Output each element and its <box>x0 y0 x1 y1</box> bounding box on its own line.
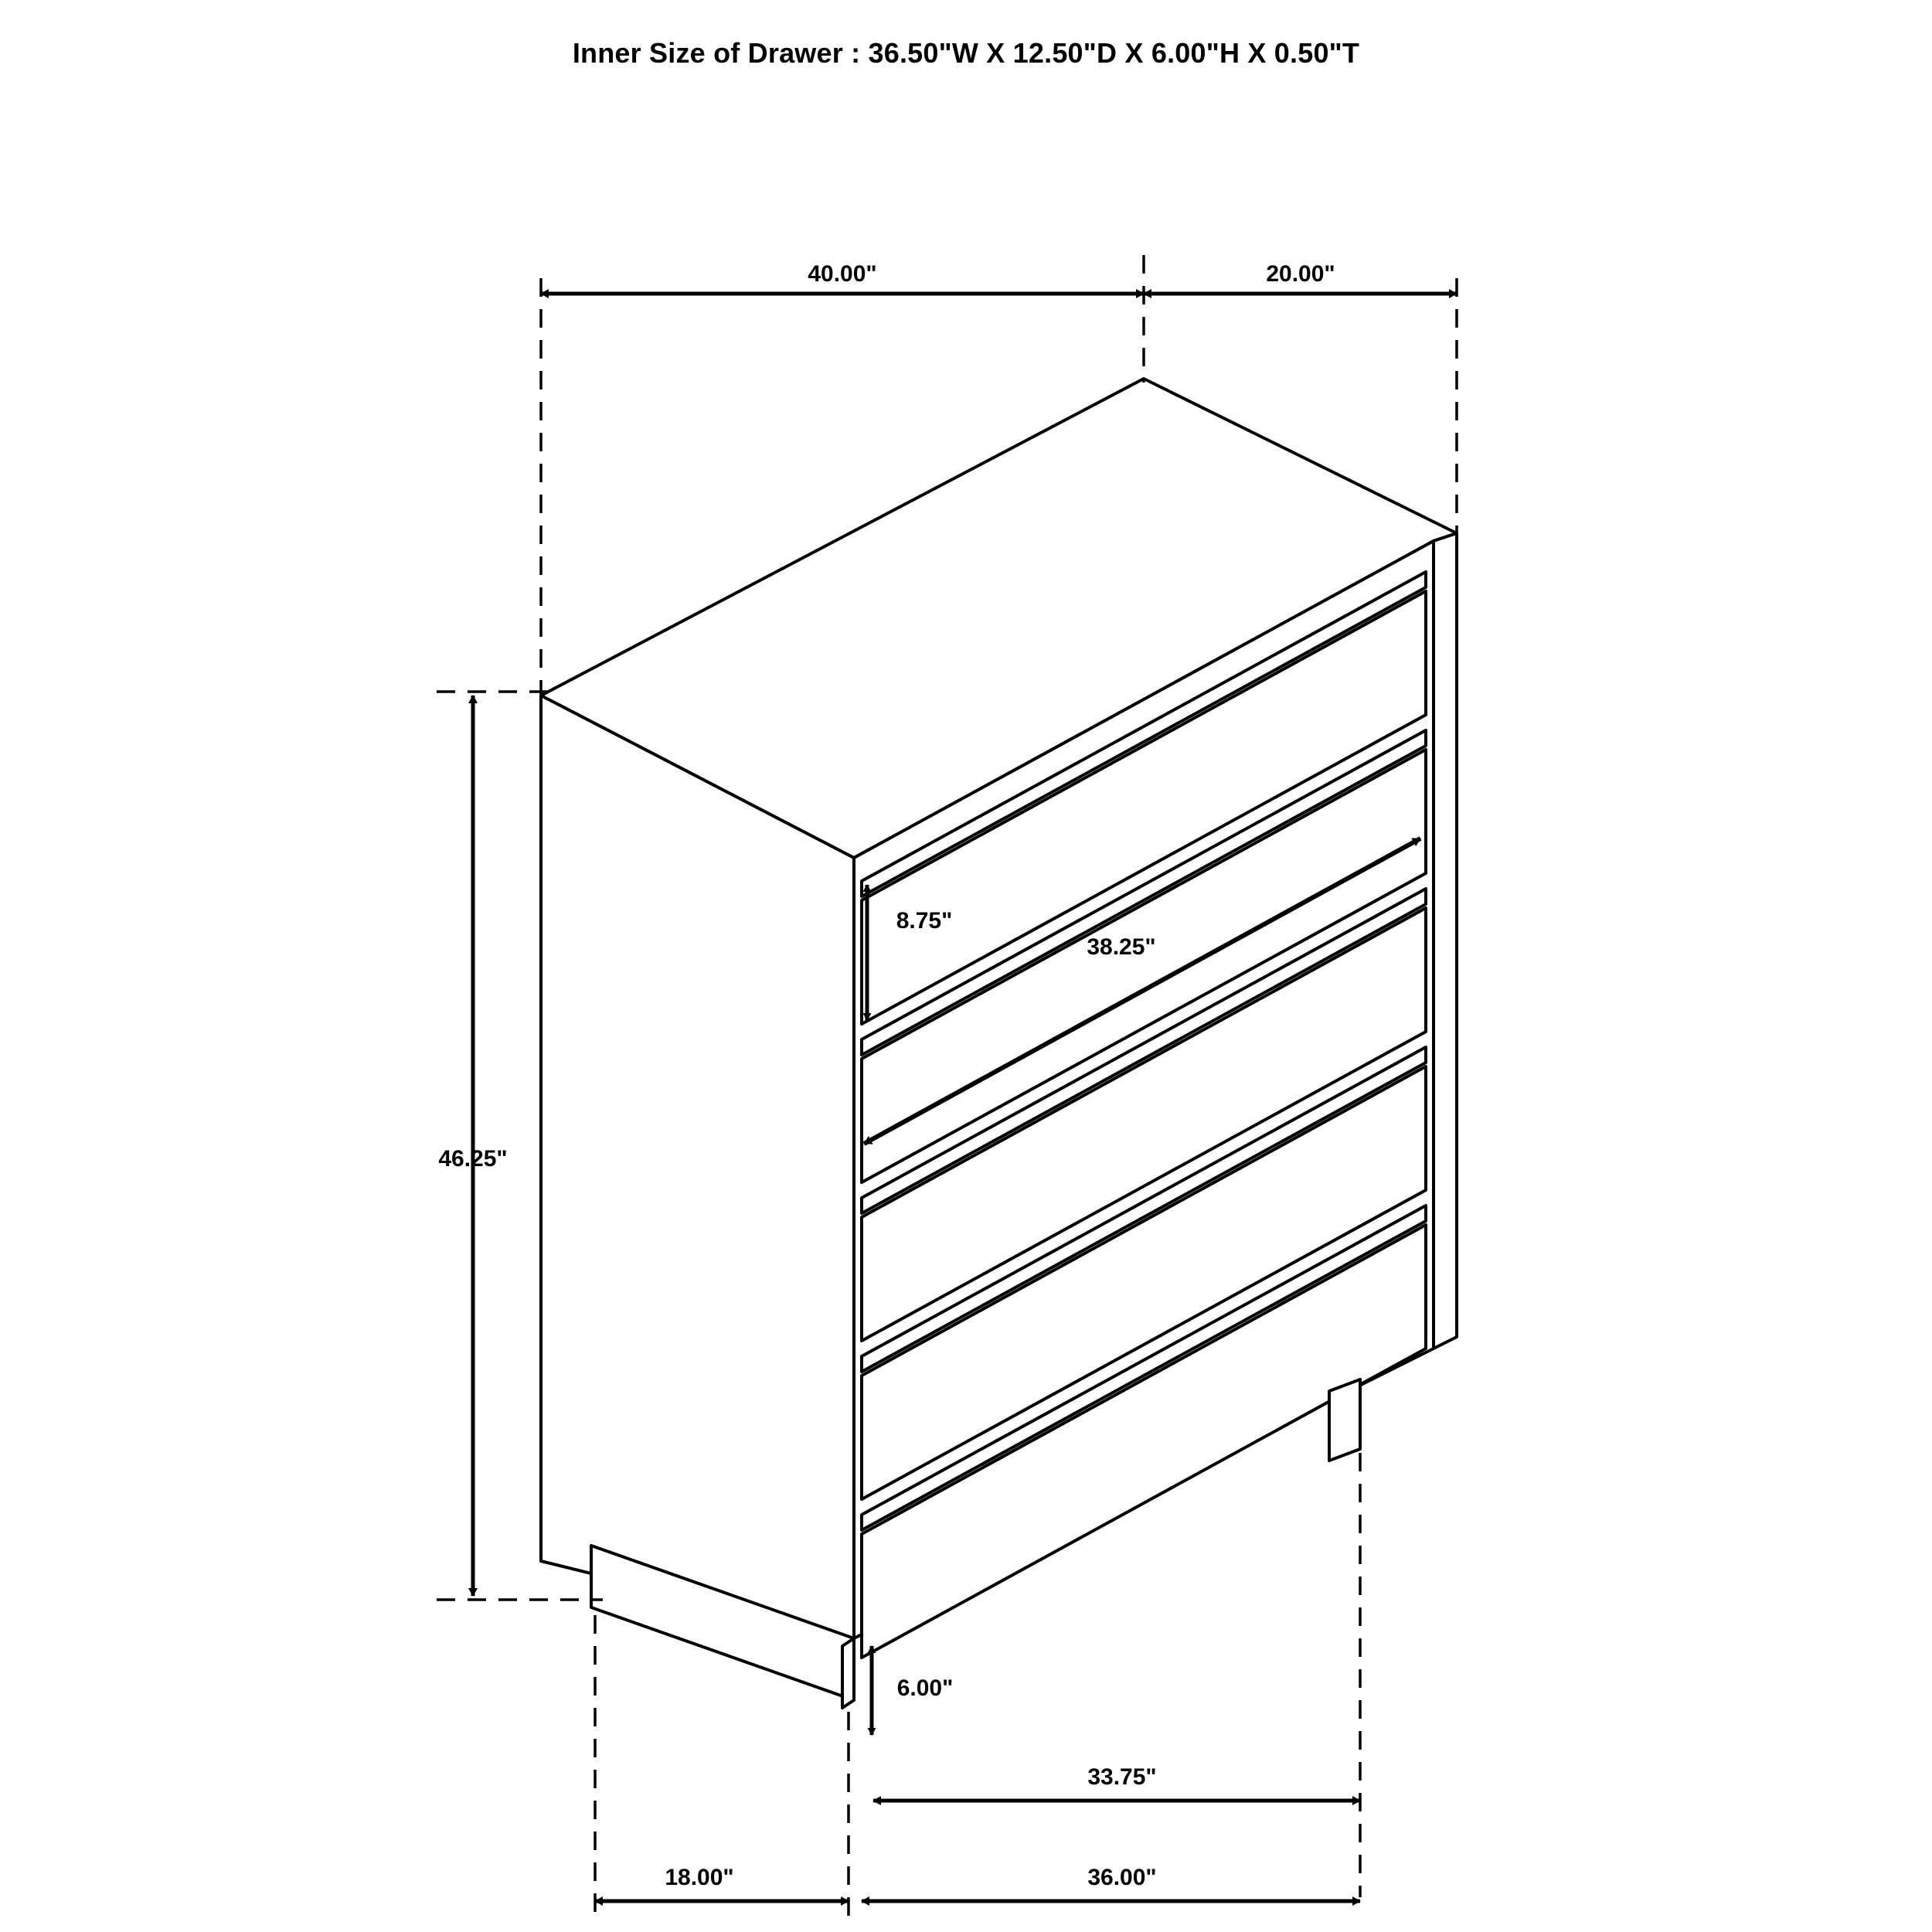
label-top-width: 40.00" <box>808 261 877 287</box>
right-edge-strip <box>1434 533 1457 1349</box>
label-base-depth: 18.00" <box>665 1865 734 1890</box>
left-side-panel <box>541 696 854 1638</box>
label-drawer-width: 38.25" <box>1087 934 1156 960</box>
base-right-leg <box>1329 1379 1360 1461</box>
label-leg-span: 33.75" <box>1087 1764 1157 1790</box>
label-drawer-height: 8.75" <box>896 908 953 934</box>
base-front-edge <box>842 1638 854 1708</box>
label-base-width: 36.00" <box>1087 1865 1157 1890</box>
label-leg-height: 6.00" <box>896 1675 954 1701</box>
label-top-depth: 20.00" <box>1266 261 1335 287</box>
page-title: Inner Size of Drawer : 36.50"W X 12.50"D X 6.00"H X 0.50"T <box>572 37 1360 69</box>
label-overall-height: 46.25" <box>438 1146 508 1172</box>
